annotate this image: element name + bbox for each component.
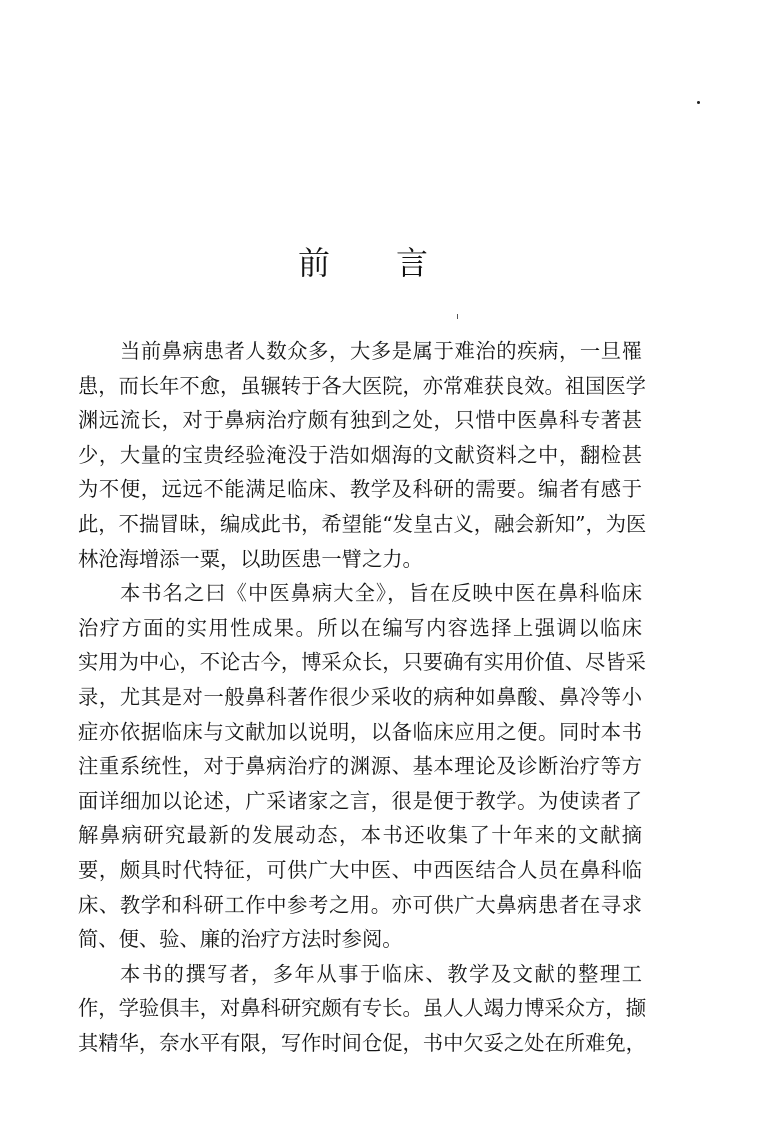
text-line: 床、教学和科研工作中参考之用。亦可供广大鼻病患者在寻求 xyxy=(78,892,642,917)
text-line: 解鼻病研究最新的发展动态，本书还收集了十年来的文献摘 xyxy=(78,823,642,848)
text-line: 录，尤其是对一般鼻科著作很少采收的病种如鼻酸、鼻冷等小 xyxy=(78,684,642,709)
paragraph-2 xyxy=(78,576,646,957)
text-line: 其精华，奈水平有限，写作时间仓促，书中欠妥之处在所难免， xyxy=(78,1030,646,1055)
paragraph-3 xyxy=(78,957,646,1061)
text-line: 渊远流长，对于鼻病治疗颇有独到之处，只惜中医鼻科专著甚 xyxy=(78,408,642,433)
stray-dot-mark xyxy=(697,101,700,104)
text-line: 作，学验俱丰，对鼻科研究颇有专长。虽人人竭力博采众方，撷 xyxy=(78,996,646,1021)
text-line: 当前鼻病患者人数众多，大多是属于难治的疾病，一旦罹 xyxy=(120,339,642,363)
text-line: 林沧海增添一粟，以助医患一臂之力。 xyxy=(78,546,423,571)
text-line: 症亦依据临床与文献加以说明，以备临床应用之便。同时本书 xyxy=(78,719,642,744)
text-line: 此，不揣冒昧，编成此书，希望能“发皇古义，融会新知”，为医 xyxy=(78,511,647,536)
text-line: 要，颇具时代特征，可供广大中医、中西医结合人员在鼻科临 xyxy=(78,857,642,882)
text-line: 简、便、验、廉的治疗方法时参阅。 xyxy=(78,927,403,952)
text-line: 少，大量的宝贵经验淹没于浩如烟海的文献资料之中，翻检甚 xyxy=(78,442,642,467)
body-text xyxy=(78,334,647,1060)
paragraph-1 xyxy=(78,334,647,576)
text-line: 为不便，远远不能满足临床、教学及科研的需要。编者有感于 xyxy=(78,477,642,502)
text-line: 实用为中心，不论古今，博采众长，只要确有实用价值、尽皆采 xyxy=(78,650,646,675)
text-line: 注重系统性，对于鼻病治疗的渊源、基本理论及诊断治疗等方 xyxy=(78,754,642,779)
text-line: 患，而长年不愈，虽辗转于各大医院，亦常难获良效。祖国医学 xyxy=(78,373,646,398)
title-char-1: 前 xyxy=(298,244,331,282)
text-line: 治疗方面的实用性成果。所以在编写内容选择上强调以临床 xyxy=(78,615,642,640)
page-title xyxy=(0,238,758,288)
text-line: 本书的撰写者，多年从事于临床、教学及文献的整理工 xyxy=(120,961,642,986)
title-char-2: 言 xyxy=(396,244,429,282)
text-line: 本书名之曰《中医鼻病大全》，旨在反映中医在鼻科临床 xyxy=(120,581,642,606)
text-line: 面详细加以论述，广采诸家之言，很是便于教学。为使读者了 xyxy=(78,788,642,813)
stray-tick-mark xyxy=(457,314,458,319)
